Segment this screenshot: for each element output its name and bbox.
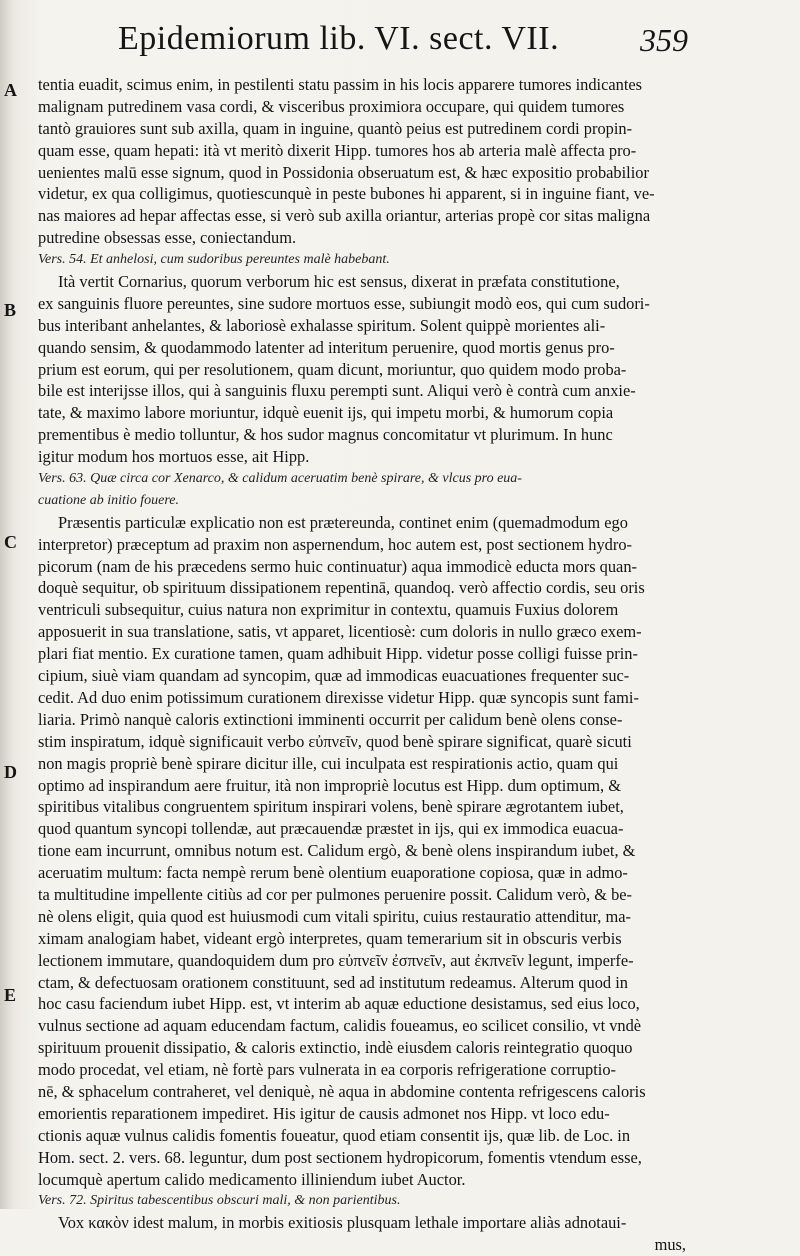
- text-line: locumquè apertum calido medicamento illiniendum iubet Auctor.: [38, 1169, 466, 1189]
- margin-letter-d: D: [4, 762, 17, 782]
- text-line: non magis propriè benè spirare dicitur ille, cui inculpata est respirationis actio, quam qui: [38, 753, 619, 773]
- text-line: nas maiores ad hepar affectas esse, si verò sub axilla oriantur, arterias propè cor sitas maligna: [38, 206, 651, 226]
- text-line: bile est interijsse illos, qui à sanguinis fluxu perempti sunt. Aliqui verò è contrà cum anxie-: [38, 381, 636, 401]
- margin-letter-b: B: [4, 300, 17, 320]
- text-line: lectionem immutare, quandoquidem dum pro εὐπνεῖν ἐσπνεῖν, aut ἐκπνεῖν legunt, imperfe-: [38, 950, 634, 970]
- text-line: plari fiat mentio. Ex curatione tamen, quam adhibuit Hipp. videtur posse colligi fuisse prin-: [38, 644, 638, 664]
- text-line: nè olens eligit, quia quod est huiusmodi cum vitali spiritu, cuius restauratio attenditur, ma-: [38, 906, 631, 926]
- text-line: mus,: [654, 1235, 686, 1255]
- text-line: Ità vertit Cornarius, quorum verborum hic est sensus, dixerat in præfata constitutione,: [58, 272, 620, 292]
- text-line: emorientis reparationem impediret. His igitur de causis admonet nos Hipp. vt loco edu-: [38, 1103, 610, 1123]
- text-line: ctionis aquæ vulnus calidis fomentis foueatur, quod etiam consentit ijs, quæ lib. de Loc. in: [38, 1125, 631, 1145]
- body-text: [38, 74, 686, 1256]
- text-line: ex sanguinis fluore pereuntes, sine sudore mortuos esse, subiungit modò eos, qui cum sudori-: [38, 293, 650, 313]
- text-line: apposuerit in sua translatione, satis, vt apparet, licentiosè: cum doloris in nullo græco exem-: [38, 622, 642, 642]
- text-line: tate, & maximo labore moriuntur, idquè euenit ijs, qui impetu morbi, & humorum copia: [38, 403, 614, 423]
- text-line: tantò grauiores sunt sub axilla, quam in inguine, quantò peius est putredinem cordi propin-: [38, 118, 633, 138]
- text-line: liaria. Primò nanquè caloris extinctioni imminenti occurrit per calidum benè olens conse-: [38, 709, 623, 729]
- text-line: doquè sequitur, ob spirituum dissipationem repentinā, quandoq. verò affectio cordis, seu oris: [38, 578, 645, 598]
- text-line: putredine obsessas esse, coniectandum.: [38, 228, 297, 248]
- text-line: igitur modum hos mortuos esse, ait Hipp.: [38, 447, 310, 467]
- text-line: vulnus sectione ad aquam educendam factum, calidis foueamus, eo scilicet consilio, vt vndè: [38, 1016, 642, 1036]
- text-line: prementibus è medio tolluntur, & hos sudor magnus concomitatur vt plurimum. In hunc: [38, 425, 613, 445]
- text-line: quod quantum syncopi tollendæ, aut præcauendæ præstet in ijs, qui ex immodica euacua-: [38, 819, 624, 839]
- text-line: bus interibant anhelantes, & laboriosè exhalasse spiritum. Solent quippè morientes ali-: [38, 315, 606, 335]
- text-line: tentia euadit, scimus enim, in pestilenti statu passim in his locis apparere tumores indicantes: [38, 75, 643, 94]
- text-line: quam esse, quam hepati: ità vt meritò dixerit Hipp. tumores hos ab arteria malè affecta pro-: [38, 140, 637, 160]
- text-line: cedit. Ad duo enim potissimum curationem direxisse videtur Hipp. quæ syncopis sunt fami-: [38, 687, 639, 707]
- text-line: ventriculi subsequitur, cuius natura non exprimitur in contextu, quamuis Fuxius dolorem: [38, 600, 619, 620]
- text-line: optimo ad inspirandum aere fruitur, ità non impropriè locutus est Hipp. dum optimum, &: [38, 775, 621, 795]
- text-line: stim inspiratum, idquè significauit verbo εὐπνεῖν, quod benè spirare significat, quarè sicuti: [38, 731, 632, 751]
- text-line: cipium, siuè viam quandam ad syncopim, quæ ad immodicas euacuationes frequenter suc-: [38, 666, 630, 686]
- text-line: quando sensim, & quodammodo latenter ad interitum peruenire, quod mortis genus pro-: [38, 337, 615, 357]
- text-line: Vox κακὸν idest malum, in morbis exitiosis plusquam lethale importare aliàs adnotaui-: [58, 1213, 627, 1233]
- page-header: [118, 20, 688, 68]
- verse-heading: cuatione ab initio fouere.: [38, 492, 180, 508]
- text-line: nē, & sphacelum contraheret, vel deniquè, nè aqua in abdomine contenta refrigescens caloris: [38, 1081, 646, 1101]
- margin-letter-a: A: [4, 80, 17, 100]
- margin-letter-e: E: [4, 985, 17, 1005]
- text-line: interpretor) præceptum ad praxim non aspernendum, hoc autem est, post sectionem hydro-: [38, 534, 632, 554]
- verse-heading: Vers. 72. Spiritus tabescentibus obscuri mali, & non parientibus.: [38, 1193, 401, 1209]
- text-line: ta multitudine impellente citiùs ad cor per pulmones peruenire possit. Calidum verò, & be-: [38, 884, 633, 904]
- text-line: malignam putredinem vasa cordi, & visceribus proximiora occupare, qui quidem tumores: [38, 96, 625, 116]
- text-line: modo procedat, vel etiam, nè fortè pars vulnerata in ea corporis refrigeratione corruptio-: [38, 1060, 616, 1080]
- text-line: Hom. sect. 2. vers. 68. leguntur, dum post sectionem hydropicorum, fomentis vtendum esse,: [38, 1147, 642, 1167]
- text-line: uenientes malū esse signum, quod in Possidonia obseruatum est, & hæc expositio probabilior: [38, 162, 649, 182]
- page-number: 359: [640, 22, 688, 58]
- margin-letter-c: C: [4, 532, 17, 552]
- text-line: spiritibus vitalibus congruentem spiritum inspirari volens, benè spirare ægrotantem iubet,: [38, 797, 624, 817]
- text-line: spirituum prouenit dissipatio, & caloris extinctio, indè eiusdem caloris reintegratio quoquo: [38, 1038, 633, 1058]
- text-line: tione eam incurrunt, omnibus notum est. Calidum ergò, & benè olens inspirandum iubet, &: [38, 841, 636, 861]
- running-title: Epidemiorum lib. VI. sect. VII.: [118, 20, 560, 57]
- text-line: Præsentis particulæ explicatio non est prætereunda, continet enim (quemadmodum ego: [58, 512, 628, 532]
- text-line: ximam analogiam habet, videant ergò interpretes, quam temerarium sit in obscuris verbis: [38, 928, 622, 948]
- text-line: picorum (nam de his præcedens sermo huic continuatur) aqua immodicè educta mors quan-: [38, 556, 637, 576]
- text-line: ctam, & defectuosam orationem constituunt, sed ad institutum redeamus. Alterum quod in: [38, 972, 628, 992]
- verse-heading: Vers. 54. Et anhelosi, cum sudoribus pereuntes malè habebant.: [38, 252, 390, 268]
- text-line: videtur, ex qua colligimus, quotiescunquè in peste bubones hi apparent, si in inguine fiant, ve-: [38, 184, 655, 204]
- text-line: hoc casu faciendum iubet Hipp. est, vt interim ab aquæ eductione desistamus, sed eius loco,: [38, 994, 640, 1014]
- verse-heading: Vers. 63. Quæ circa cor Xenarco, & calidum aceruatim benè spirare, & vlcus pro eua-: [38, 471, 522, 487]
- text-line: prium est eorum, qui per resolutionem, quam dicunt, moriuntur, quo quidem modo proba-: [38, 359, 627, 379]
- text-line: aceruatim multum: facta nempè rerum benè olentium euaporatione copiosa, quæ in admo-: [38, 863, 628, 883]
